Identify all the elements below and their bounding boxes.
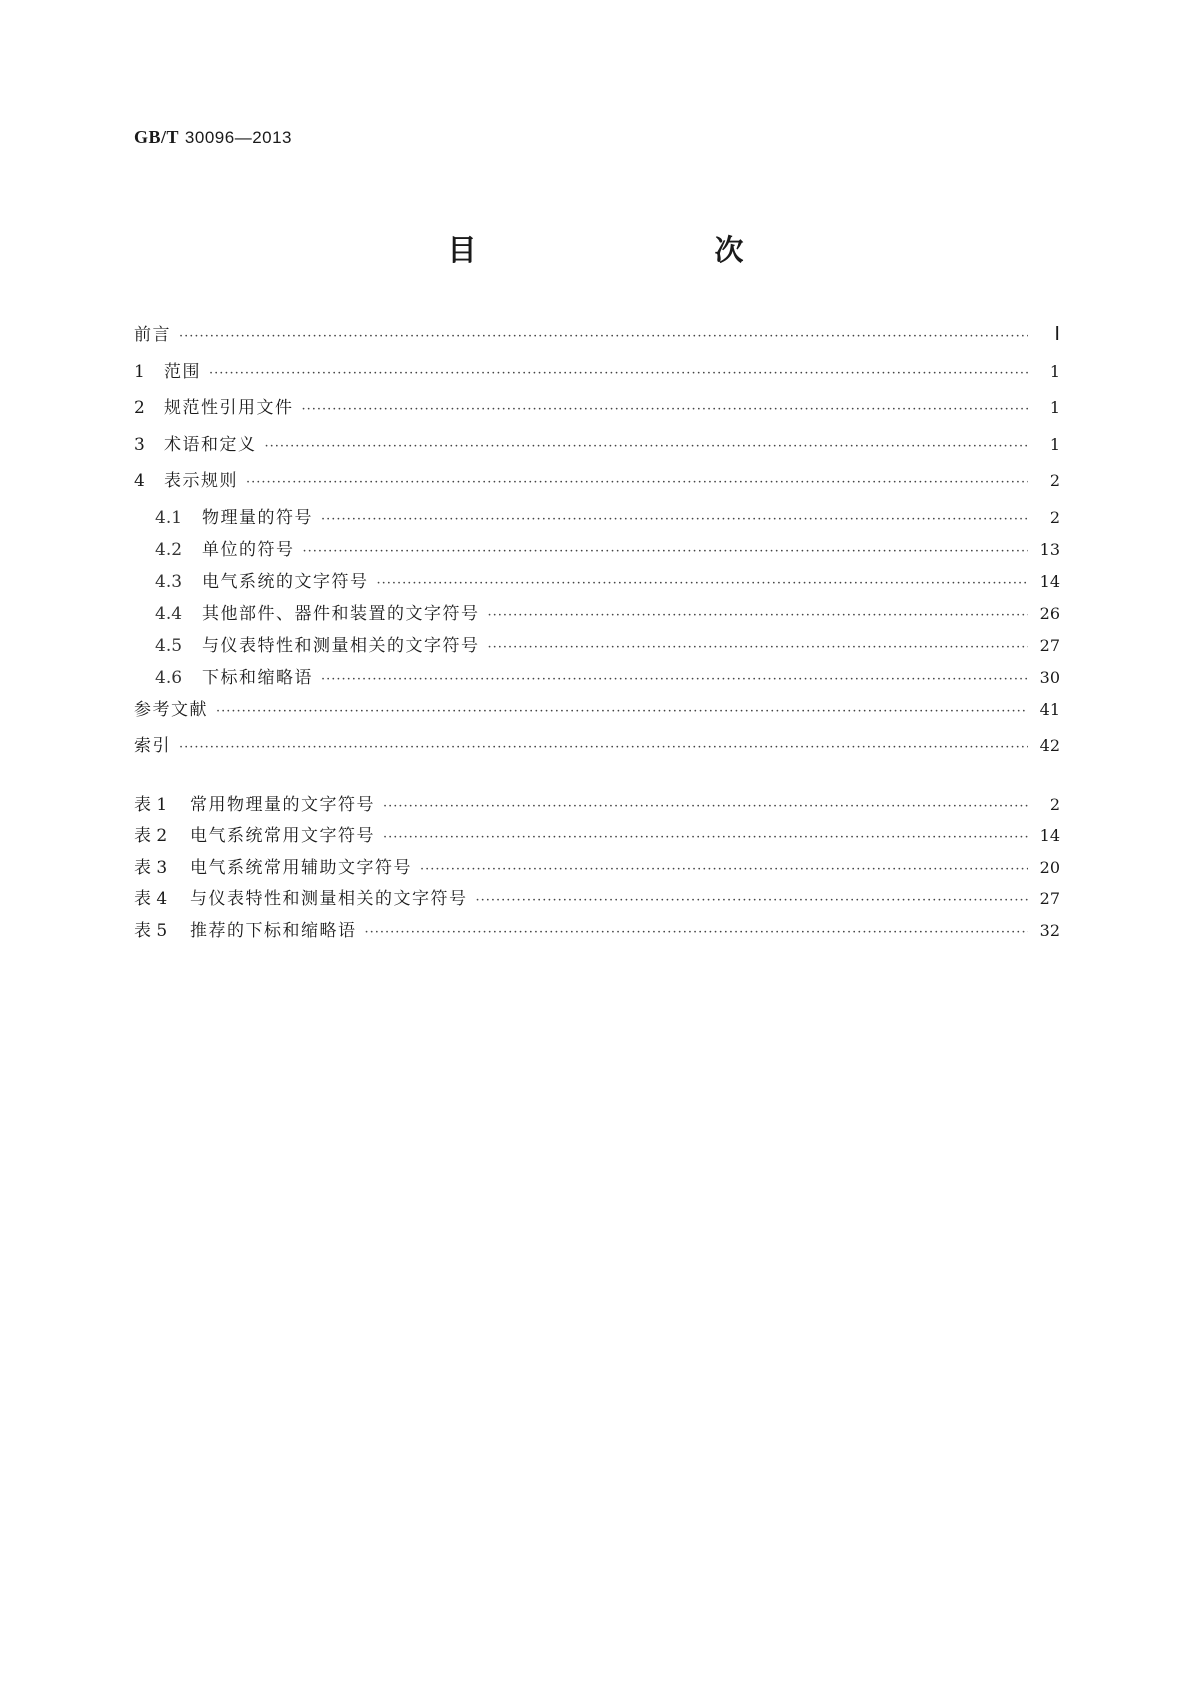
toc-entry-page: 27 [1039, 635, 1060, 655]
section-spacer [134, 773, 1060, 795]
table-label: 与仪表特性和测量相关的文字符号 [190, 889, 468, 909]
toc-entry-page: 42 [1039, 736, 1060, 755]
toc-entry-number: 4.5 [155, 635, 183, 656]
toc-entry-label: 电气系统的文字符号 [202, 571, 369, 592]
toc-entry-page: 1 [1049, 434, 1060, 454]
leader-dots [302, 400, 1029, 420]
table-page: 14 [1039, 826, 1060, 845]
toc-entry-4-4[interactable] [134, 604, 1060, 636]
toc-entry-page: 26 [1039, 603, 1060, 623]
leader-dots [476, 891, 1029, 911]
table-label: 电气系统常用辅助文字符号 [190, 857, 412, 878]
toc-entry-number: 4 [134, 471, 145, 491]
toc-entry-number: 2 [134, 398, 145, 418]
toc-entry-label: 前言 [134, 325, 171, 345]
table-label: 推荐的下标和缩略语 [190, 920, 357, 941]
page-title: 目 次 [447, 233, 804, 267]
toc-entry-number: 4.2 [155, 539, 183, 560]
toc-entry-page: 30 [1039, 667, 1060, 687]
leader-dots [488, 606, 1029, 626]
table-number: 表 1 [134, 794, 168, 815]
table-number: 表 5 [134, 920, 168, 941]
leader-dots [420, 860, 1028, 880]
leader-dots [488, 638, 1029, 658]
table-number: 表 2 [134, 826, 168, 846]
toc-entry-label: 范围 [164, 361, 201, 382]
toc-entry-label: 参考文献 [134, 699, 208, 720]
toc-entry-page: 14 [1039, 571, 1060, 591]
table-page: 2 [1049, 794, 1060, 814]
table-label: 常用物理量的文字符号 [190, 794, 375, 815]
toc-entry-number: 4.6 [155, 667, 183, 688]
toc-entry-4-1[interactable] [134, 508, 1060, 540]
toc-sections [134, 325, 1060, 773]
toc-entry-label: 单位的符号 [202, 539, 295, 560]
toc-table-4[interactable] [134, 889, 1060, 921]
toc-entry-4-3[interactable] [134, 572, 1060, 604]
leader-dots [209, 364, 1028, 384]
leader-dots [265, 437, 1029, 457]
toc-entry-page: 2 [1049, 471, 1060, 490]
toc-entry-label: 规范性引用文件 [164, 398, 294, 418]
leader-dots [179, 738, 1028, 758]
toc-table-5[interactable] [134, 921, 1060, 953]
toc-table-1[interactable] [134, 795, 1060, 827]
toc-entry-4-5[interactable] [134, 636, 1060, 668]
standard-number: 30096—2013 [184, 128, 293, 147]
toc-entry-label: 与仪表特性和测量相关的文字符号 [202, 635, 480, 656]
leader-dots [303, 542, 1029, 562]
table-of-contents [134, 325, 1060, 952]
standard-code [134, 127, 292, 148]
leader-dots [383, 797, 1028, 817]
toc-entry-page: 2 [1049, 507, 1060, 527]
toc-entry-number: 1 [134, 361, 145, 382]
toc-entry-number: 4.3 [155, 571, 183, 592]
table-number: 表 4 [134, 889, 168, 909]
toc-entry-bibliography[interactable] [134, 700, 1060, 737]
toc-entry-label: 其他部件、器件和装置的文字符号 [202, 603, 480, 624]
toc-entry-label: 术语和定义 [164, 434, 257, 455]
toc-table-2[interactable] [134, 826, 1060, 858]
toc-entry-scope[interactable] [134, 362, 1060, 399]
leader-dots [321, 510, 1028, 530]
leader-dots [216, 702, 1028, 722]
table-page: 32 [1039, 920, 1060, 940]
toc-entry-4-6[interactable] [134, 668, 1060, 700]
toc-entry-page: Ⅰ [1054, 324, 1060, 345]
toc-entry-index[interactable] [134, 736, 1060, 773]
toc-entry-page: 1 [1049, 361, 1060, 381]
toc-entry-rules[interactable] [134, 471, 1060, 508]
toc-entry-page: 13 [1039, 539, 1060, 559]
leader-dots [179, 327, 1028, 347]
toc-entry-normative-references[interactable] [134, 398, 1060, 435]
toc-entry-foreword[interactable] [134, 325, 1060, 362]
toc-table-3[interactable] [134, 858, 1060, 890]
leader-dots [246, 473, 1028, 493]
table-label: 电气系统常用文字符号 [190, 826, 375, 846]
leader-dots [383, 828, 1028, 848]
toc-entry-number: 3 [134, 434, 145, 455]
toc-entry-number: 4.1 [155, 507, 183, 528]
toc-entry-number: 4.4 [155, 603, 183, 624]
leader-dots [365, 923, 1029, 943]
toc-entry-4-2[interactable] [134, 540, 1060, 572]
table-page: 20 [1039, 857, 1060, 877]
toc-entry-terms[interactable] [134, 435, 1060, 472]
leader-dots [321, 670, 1028, 690]
leader-dots [377, 574, 1029, 594]
toc-entry-label: 索引 [134, 736, 171, 756]
toc-entry-page: 1 [1049, 398, 1060, 417]
toc-entry-label: 下标和缩略语 [202, 667, 313, 688]
toc-entry-label: 物理量的符号 [202, 507, 313, 528]
toc-entry-page: 41 [1039, 699, 1060, 719]
table-page: 27 [1039, 889, 1060, 908]
toc-entry-label: 表示规则 [164, 471, 238, 491]
standard-prefix: GB/T [134, 127, 180, 147]
toc-tables [134, 795, 1060, 953]
table-number: 表 3 [134, 857, 168, 878]
